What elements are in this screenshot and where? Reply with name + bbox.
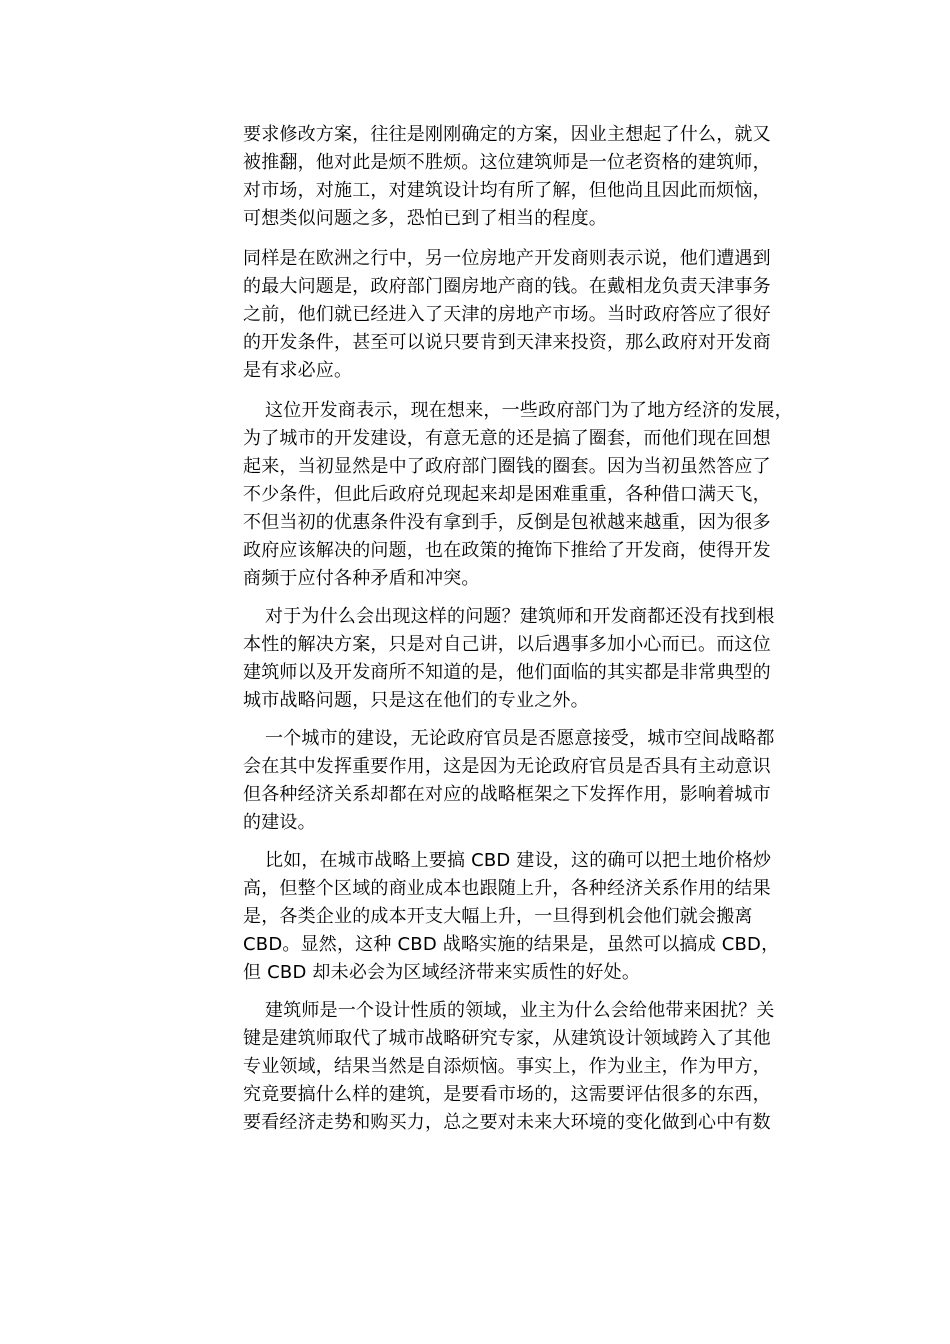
- text-line: 对于为什么会出现这样的问题？建筑师和开发商都还没有找到根: [265, 606, 775, 627]
- text-line: 这位开发商表示，现在想来，一些政府部门为了地方经济的发展，: [265, 400, 793, 421]
- text-line: 不少条件，但此后政府兑现起来却是困难重重，各种借口满天飞，: [243, 484, 771, 505]
- text-line: 是有求必应。: [243, 360, 353, 381]
- text-line: 一个城市的建设，无论政府官员是否愿意接受，城市空间战略都: [265, 728, 775, 749]
- text-line: 建筑师是一个设计性质的领域，业主为什么会给他带来困扰？关: [265, 1000, 775, 1021]
- text-line: 政府应该解决的问题，也在政策的掩饰下推给了开发商，使得开发: [243, 540, 771, 561]
- text-line: 是，各类企业的成本开支大幅上升，一旦得到机会他们就会搬离: [243, 906, 753, 927]
- text-line: 高，但整个区域的商业成本也跟随上升，各种经济关系作用的结果: [243, 878, 771, 899]
- text-line: 同样是在欧洲之行中，另一位房地产开发商则表示说，他们遭遇到: [243, 248, 771, 269]
- text-line: 专业领域，结果当然是自添烦恼。事实上，作为业主，作为甲方，: [243, 1056, 771, 1077]
- text-line: 之前，他们就已经进入了天津的房地产市场。当时政府答应了很好: [243, 304, 771, 325]
- text-line: 起来，当初显然是中了政府部门圈钱的圈套。因为当初虽然答应了: [243, 456, 771, 477]
- text-line: 比如，在城市战略上要搞 CBD 建设，这的确可以把土地价格炒: [265, 850, 772, 871]
- text-line: 可想类似问题之多，恐怕已到了相当的程度。: [243, 208, 607, 229]
- text-line: 不但当初的优惠条件没有拿到手，反倒是包袱越来越重，因为很多: [243, 512, 771, 533]
- text-line: 究竟要搞什么样的建筑，是要看市场的，这需要评估很多的东西，: [243, 1084, 771, 1105]
- text-line: 商频于应付各种矛盾和冲突。: [243, 568, 480, 589]
- text-line: 对市场，对施工，对建筑设计均有所了解，但他尚且因此而烦恼，: [243, 180, 771, 201]
- text-line: 但各种经济关系却都在对应的战略框架之下发挥作用，影响着城市: [243, 784, 771, 805]
- text-line: 但 CBD 却未必会为区域经济带来实质性的好处。: [243, 962, 641, 983]
- text-line: 要求修改方案，往往是刚刚确定的方案，因业主想起了什么，就又: [243, 124, 771, 145]
- text-line: CBD。显然，这种 CBD 战略实施的结果是，虽然可以搞成 CBD，: [243, 934, 780, 955]
- text-line: 被推翻，他对此是烦不胜烦。这位建筑师是一位老资格的建筑师，: [243, 152, 771, 173]
- text-line: 的开发条件，甚至可以说只要肯到天津来投资，那么政府对开发商: [243, 332, 771, 353]
- text-line: 建筑师以及开发商所不知道的是，他们面临的其实都是非常典型的: [243, 662, 771, 683]
- text-line: 的最大问题是，政府部门圈房地产商的钱。在戴相龙负责天津事务: [243, 276, 771, 297]
- text-line: 要看经济走势和购买力，总之要对未来大环境的变化做到心中有数: [243, 1112, 771, 1133]
- text-line: 城市战略问题，只是这在他们的专业之外。: [243, 690, 589, 711]
- text-line: 键是建筑师取代了城市战略研究专家，从建筑设计领域跨入了其他: [243, 1028, 771, 1049]
- text-line: 会在其中发挥重要作用，这是因为无论政府官员是否具有主动意识: [243, 756, 771, 777]
- text-line: 的建设。: [243, 812, 316, 833]
- text-line: 为了城市的开发建设，有意无意的还是搞了圈套，而他们现在回想: [243, 428, 771, 449]
- text-line: 本性的解决方案，只是对自己讲，以后遇事多加小心而已。而这位: [243, 634, 771, 655]
